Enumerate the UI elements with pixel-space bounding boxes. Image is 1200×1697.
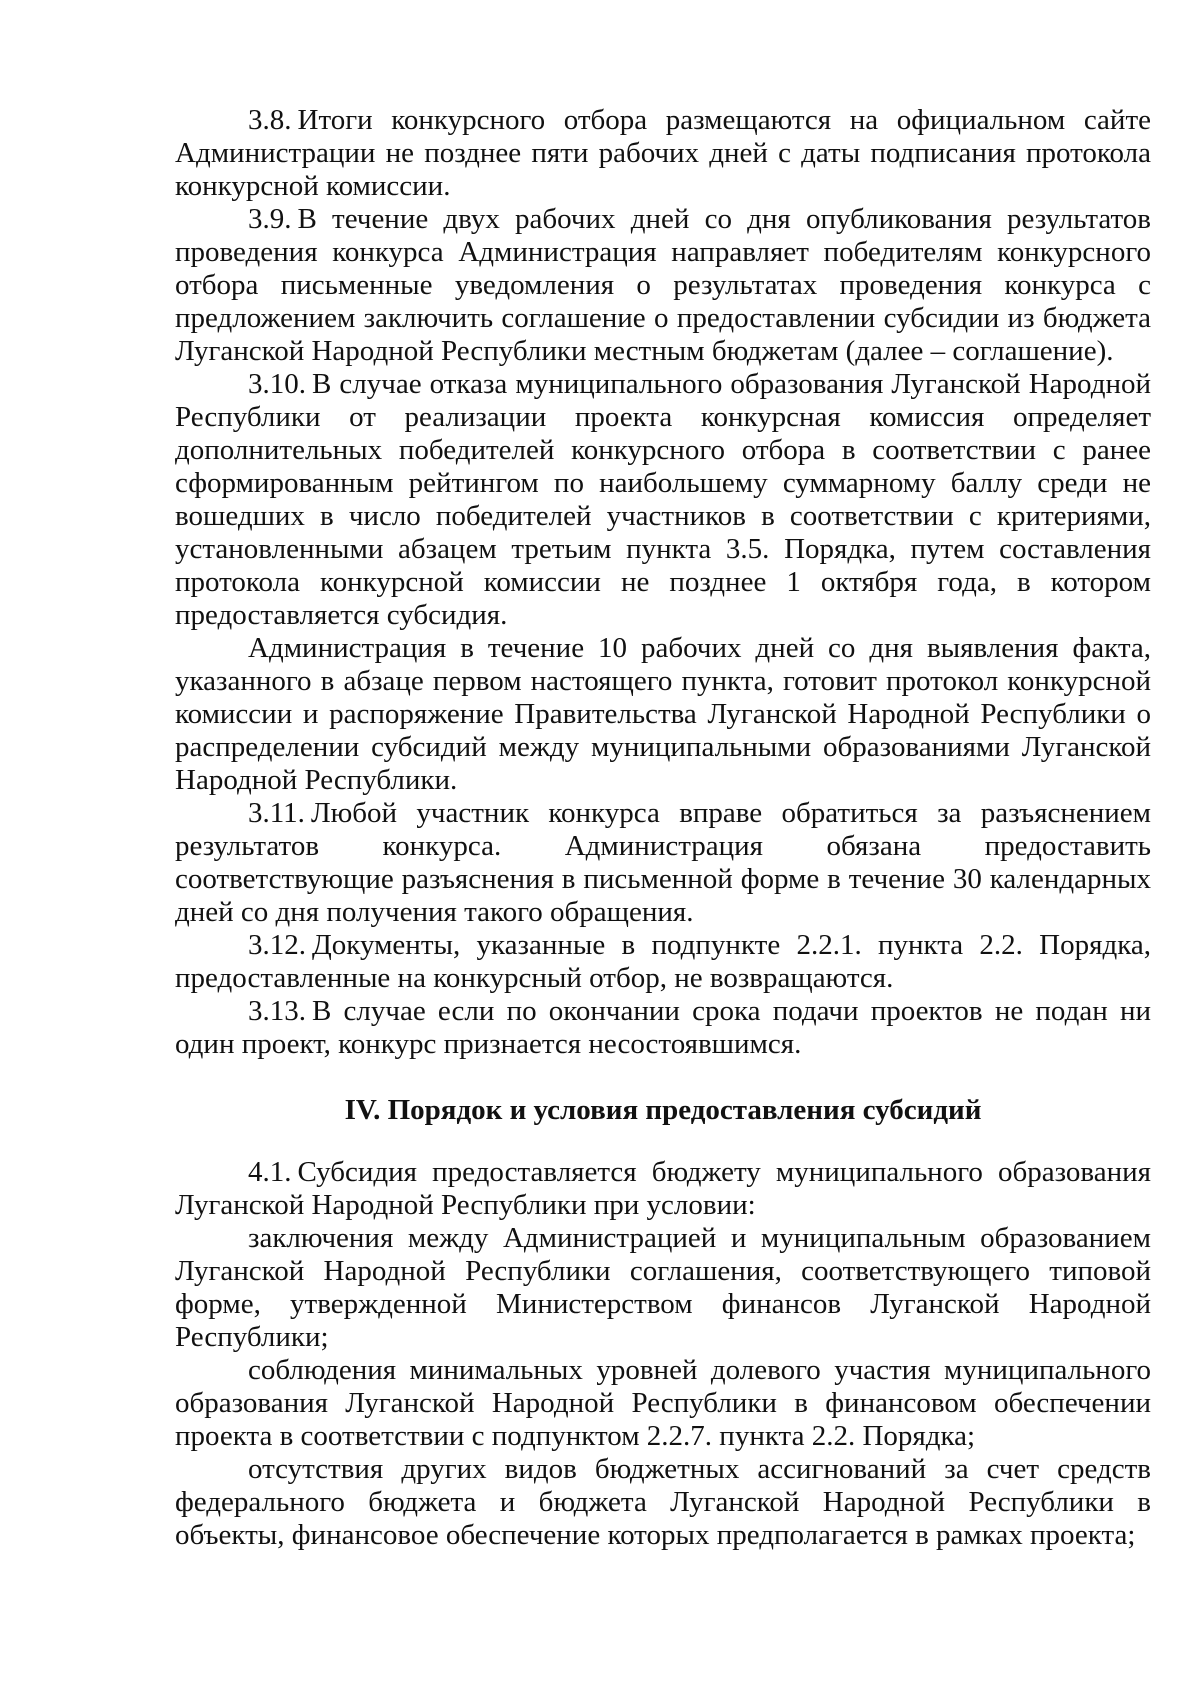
paragraph-number: 3.12. — [248, 929, 306, 961]
paragraph-text: Любой участник конкурса вправе обратиться за разъяснением результатов конкурса. Администрация обязана предоставить соответствующие разъяснения в письменной форме в течение 30 календарных дней со дня получения такого обращения. — [175, 797, 1151, 928]
paragraph-number: 3.11. — [248, 797, 305, 829]
paragraph-text: соблюдения минимальных уровней долевого участия муниципального образования Луганской Народной Республики в финансовом обеспечении проекта в соответствии с подпунктом 2.2.7. пункта 2.2. Порядка; — [175, 1354, 1151, 1452]
paragraph-text: Итоги конкурсного отбора размещаются на официальном сайте Администрации не позднее пяти рабочих дней с даты подписания протокола конкурсной комиссии. — [175, 104, 1151, 202]
paragraph-text: заключения между Администрацией и муниципальным образованием Луганской Народной Республики соглашения, соответствующего типовой форме, утвержденной Министерством финансов Луганской Народной Республики; — [175, 1222, 1151, 1353]
paragraph-3-10-continuation — [175, 632, 1151, 797]
paragraph-number: 3.8. — [248, 104, 292, 136]
section-heading: IV. Порядок и условия предоставления субсидий — [344, 1094, 982, 1126]
paragraph-text: В случае если по окончании срока подачи проектов не подан ни один проект, конкурс признается несостоявшимся. — [175, 995, 1151, 1060]
paragraph-number: 3.13. — [248, 995, 306, 1027]
paragraph-4-1 — [175, 1156, 1151, 1222]
paragraph-3-10 — [175, 368, 1151, 632]
paragraph-3-12 — [175, 929, 1151, 995]
paragraph-3-13 — [175, 995, 1151, 1061]
condition-no-other-allocations — [175, 1453, 1151, 1552]
paragraph-number: 3.9. — [248, 203, 292, 235]
paragraph-3-8 — [175, 104, 1151, 203]
condition-agreement — [175, 1222, 1151, 1354]
paragraph-text: Документы, указанные в подпункте 2.2.1. пункта 2.2. Порядка, предоставленные на конкурсный отбор, не возвращаются. — [175, 929, 1151, 994]
document-page — [175, 104, 1151, 1552]
paragraph-text: В случае отказа муниципального образования Луганской Народной Республики от реализации проекта конкурсная комиссия определяет дополнительных победителей конкурсного отбора в соответствии с ранее сформированным рейтингом по наибольшему суммарному баллу среди не вошедших в число победителей участников в соответствии с критериями, установленными абзацем третьим пункта 3.5. Порядка, путем составления протокола конкурсной комиссии не позднее 1 октября года, в котором предоставляется субсидия. — [175, 368, 1151, 631]
condition-cofinancing — [175, 1354, 1151, 1453]
paragraph-text: отсутствия других видов бюджетных ассигнований за счет средств федерального бюджета и бюджета Луганской Народной Республики в объекты, финансовое обеспечение которых предполагается в рамках проекта; — [175, 1453, 1151, 1551]
paragraph-text: Субсидия предоставляется бюджету муниципального образования Луганской Народной Республики при условии: — [175, 1156, 1151, 1221]
paragraph-3-9 — [175, 203, 1151, 368]
paragraph-text: В течение двух рабочих дней со дня опубликования результатов проведения конкурса Администрация направляет победителям конкурсного отбора письменные уведомления о результатах проведения конкурса с предложением заключить соглашение о предоставлении субсидии из бюджета Луганской Народной Республики местным бюджетам (далее – соглашение). — [175, 203, 1151, 367]
paragraph-number: 4.1. — [248, 1156, 292, 1188]
paragraph-3-11 — [175, 797, 1151, 929]
paragraph-number: 3.10. — [248, 368, 306, 400]
paragraph-text: Администрация в течение 10 рабочих дней со дня выявления факта, указанного в абзаце первом настоящего пункта, готовит протокол конкурсной комиссии и распоряжение Правительства Луганской Народной Республики о распределении субсидий между муниципальными образованиями Луганской Народной Республики. — [175, 632, 1151, 796]
